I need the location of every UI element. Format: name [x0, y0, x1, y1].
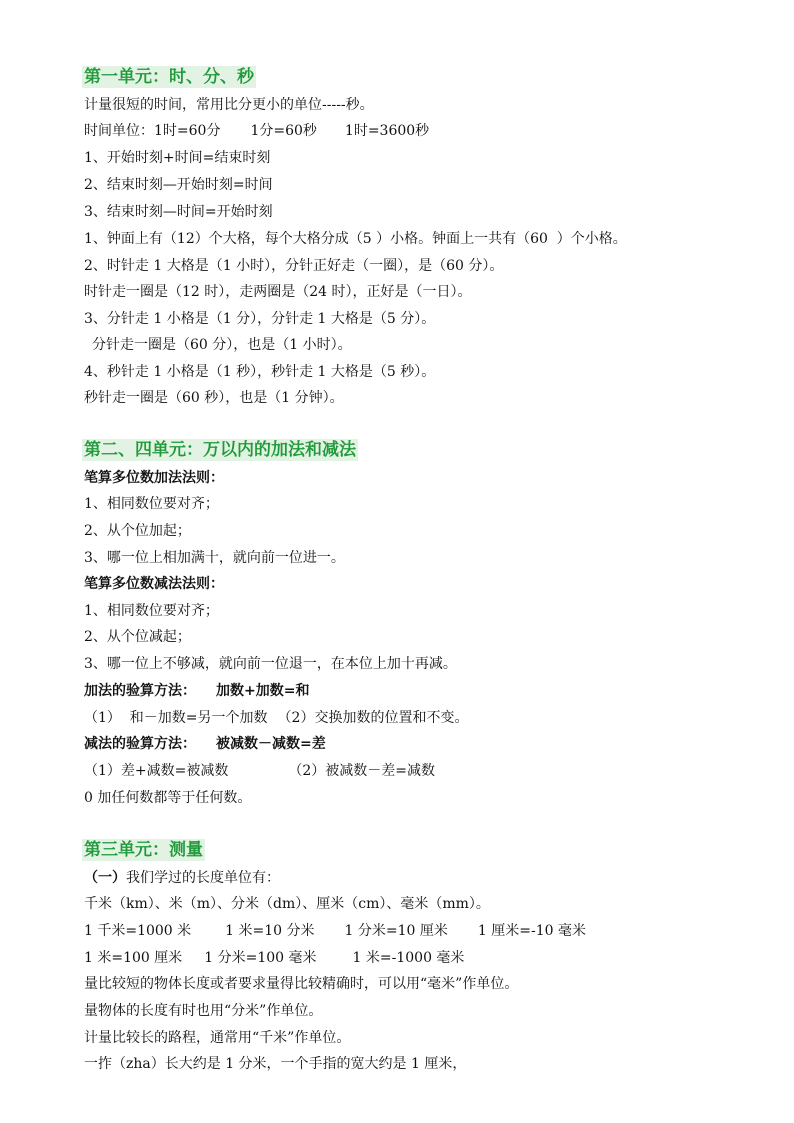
text-line: 一拃（zha）长大约是 1 分米，一个手指的宽大约是 1 厘米，	[84, 1056, 467, 1072]
text-line: 3、结束时刻—时间=开始时刻	[84, 204, 273, 220]
sub-rule-item: 1、相同数位要对齐；	[84, 603, 219, 619]
sub-check-title: 减法的验算方法：	[84, 736, 196, 752]
add-rule-title: 笔算多位数加法法则：	[84, 470, 224, 486]
length-units-subheading	[84, 868, 280, 888]
text-line: 3、分针走 1 小格是（1 分），分针走 1 大格是（5 分）。	[84, 311, 436, 327]
add-check-formula: 加数+加数=和	[216, 683, 310, 699]
text-line: 4、秒针走 1 小格是（1 秒），秒针走 1 大格是（5 秒）。	[84, 364, 436, 380]
sub-rule-item: 2、从个位减起；	[84, 629, 191, 645]
add-check-methods	[84, 708, 468, 728]
time-unit-minute-second: 1分=60秒	[250, 123, 317, 139]
conversion: 1 分米=100 毫米	[204, 950, 317, 966]
add-rule-item: 3、哪一位上相加满十，就向前一位进一。	[84, 550, 345, 566]
zero-rule: 0 加任何数都等于任何数。	[84, 790, 252, 806]
sub-check-method-1: （1）差+减数=被减数	[84, 763, 229, 779]
text-line: 1、钟面上有（12）个大格，每个大格分成（5 ）小格。钟面上一共有（60 ）个小格。	[84, 231, 627, 247]
text-line: 时针走一圈是（12 时），走两圈是（24 时），正好是（一日）。	[84, 284, 472, 300]
conversion: 1 米=100 厘米	[84, 950, 183, 966]
add-check-line	[84, 681, 309, 701]
time-unit-hour-second: 1时=3600秒	[344, 123, 430, 139]
time-unit-hour-minute: 时间单位：1时=60分	[84, 123, 221, 139]
subheading-text: 我们学过的长度单位有：	[126, 870, 280, 886]
text-line: 秒针走一圈是（60 秒），也是（1 分钟）。	[84, 390, 344, 406]
section-heading-add-sub: 第二、四单元：万以内的加法和减法	[84, 440, 356, 460]
add-rule-item: 2、从个位加起；	[84, 523, 191, 539]
unit-conversion-row	[84, 921, 586, 941]
text-line: 分针走一圈是（60 分），也是（1 小时）。	[92, 337, 352, 353]
sub-rule-title: 笔算多位数减法法则：	[84, 576, 224, 592]
units-line: 千米（km）、米（m）、分米（dm）、厘米（cm）、毫米（mm）。	[84, 896, 490, 912]
sub-check-methods	[84, 761, 435, 781]
section-heading-time: 第一单元：时、分、秒	[84, 67, 254, 87]
section-heading-measure: 第三单元：测量	[84, 840, 203, 860]
sub-check-formula: 被减数－减数=差	[216, 736, 326, 752]
sub-check-method-2: （2）被减数－差=减数	[288, 763, 436, 779]
sub-rule-item: 3、哪一位上不够减，就向前一位退一，在本位上加十再减。	[84, 656, 457, 672]
time-units-line	[84, 121, 429, 141]
text-line: 计量比较长的路程，通常用“千米”作单位。	[84, 1030, 351, 1046]
text-line: 量物体的长度有时也用“分米”作单位。	[84, 1003, 323, 1019]
subheading-number: （一）	[84, 870, 126, 886]
text-line: 量比较短的物体长度或者要求量得比较精确时，可以用“毫米”作单位。	[84, 976, 519, 992]
conversion: 1 分米=10 厘米	[344, 923, 448, 939]
text-line: 2、时针走 1 大格是（1 小时），分针正好走（一圈），是（60 分）。	[84, 258, 504, 274]
conversion: 1 厘米=-10 毫米	[477, 923, 586, 939]
add-check-title: 加法的验算方法：	[84, 683, 196, 699]
conversion: 1 千米=1000 米	[84, 923, 192, 939]
add-check-method-1: （1） 和－加数=另一个加数	[84, 710, 268, 726]
sub-check-line	[84, 734, 326, 754]
add-rule-item: 1、相同数位要对齐；	[84, 496, 219, 512]
conversion: 1 米=10 分米	[225, 923, 315, 939]
text-line: 1、开始时刻+时间=结束时刻	[84, 150, 271, 166]
conversion: 1 米=-1000 毫米	[352, 950, 465, 966]
unit-conversion-row	[84, 948, 464, 968]
add-check-method-2: （2）交换加数的位置和不变。	[277, 710, 469, 726]
text-line: 计量很短的时间，常用比分更小的单位-----秒。	[84, 97, 374, 113]
text-line: 2、结束时刻—开始时刻=时间	[84, 177, 273, 193]
